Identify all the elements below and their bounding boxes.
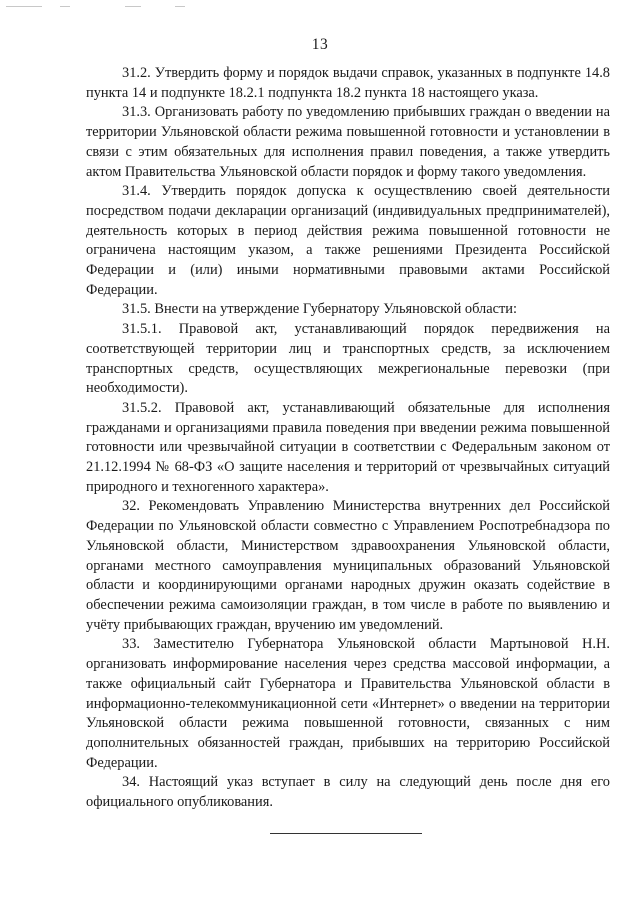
- paragraph-34: 34. Настоящий указ вступает в силу на следующий день после дня его официального опубликования.: [86, 774, 610, 811]
- page-number: 13: [311, 36, 329, 53]
- paragraph-31-3: 31.3. Организовать работу по уведомлению прибывших граждан о введении на территории Ульяновской области режима повышенной готовности и установлении в связи с этим обязательных для исполнения правил поведения, а также утвердить актом Правительства Ульяновской области порядок и форму такого уведомления.: [86, 104, 610, 180]
- scan-artifact: [125, 6, 141, 7]
- scan-artifact: [175, 6, 185, 7]
- paragraph-31-5-1: 31.5.1. Правовой акт, устанавливающий порядок передвижения на соответствующей территории лиц и транспортных средств, за исключением транспортных средств, осуществляющих межрегиональные перевозки (при необходимости).: [86, 321, 610, 397]
- scan-artifact: [60, 6, 70, 7]
- end-separator-line: [270, 833, 422, 834]
- paragraph-33: 33. Заместителю Губернатора Ульяновской области Мартыновой Н.Н. организовать информирование населения через средства массовой информации, а также официальный сайт Губернатора и Правительства Ульяновской области в информационно-телекоммуникационной сети «Интернет» о введении на территории Ульяновской области режима повышенной готовности, связанных с ним дополнительных обязанностей граждан, прибывших на территорию Российской Федерации.: [86, 636, 610, 771]
- paragraph-31-5: 31.5. Внести на утверждение Губернатору Ульяновской области:: [122, 301, 517, 318]
- paragraph-31-2: 31.2. Утвердить форму и порядок выдачи справок, указанных в подпункте 14.8 пункта 14 и подпункте 18.2.1 подпункта 18.2 пункта 18 настоящего указа.: [86, 65, 610, 101]
- scan-artifact: [6, 6, 42, 7]
- document-body: [86, 64, 610, 813]
- paragraph-31-4: 31.4. Утвердить порядок допуска к осуществлению своей деятельности посредством подачи декларации организаций (индивидуальных предпринимателей), деятельность которых в период действия режима повышенной готовности не ограничена настоящим указом, а также решениями Президента Российской Федерации и (или) иными нормативными правовыми актами Российской Федерации.: [86, 183, 610, 298]
- paragraph-31-5-2: 31.5.2. Правовой акт, устанавливающий обязательные для исполнения гражданами и организациями правила поведения при введении режима повышенной готовности или чрезвычайной ситуации в соответствии с Федеральным законом от 21.12.1994 № 68-ФЗ «О защите населения и территорий от чрезвычайных ситуаций природного и техногенного характера».: [86, 399, 610, 495]
- paragraph-32: 32. Рекомендовать Управлению Министерства внутренних дел Российской Федерации по Ульяновской области совместно с Управлением Роспотребнадзора по Ульяновской области, Министерством здравоохранения Ульяновской области, органами местного самоуправления муниципальных образований Ульяновской области и координирующими органами народных дружин оказать содействие в обеспечении режима самоизоляции граждан, в том числе в работе по выявлению и учёту прибывающих граждан, вручению им уведомлений.: [86, 498, 610, 633]
